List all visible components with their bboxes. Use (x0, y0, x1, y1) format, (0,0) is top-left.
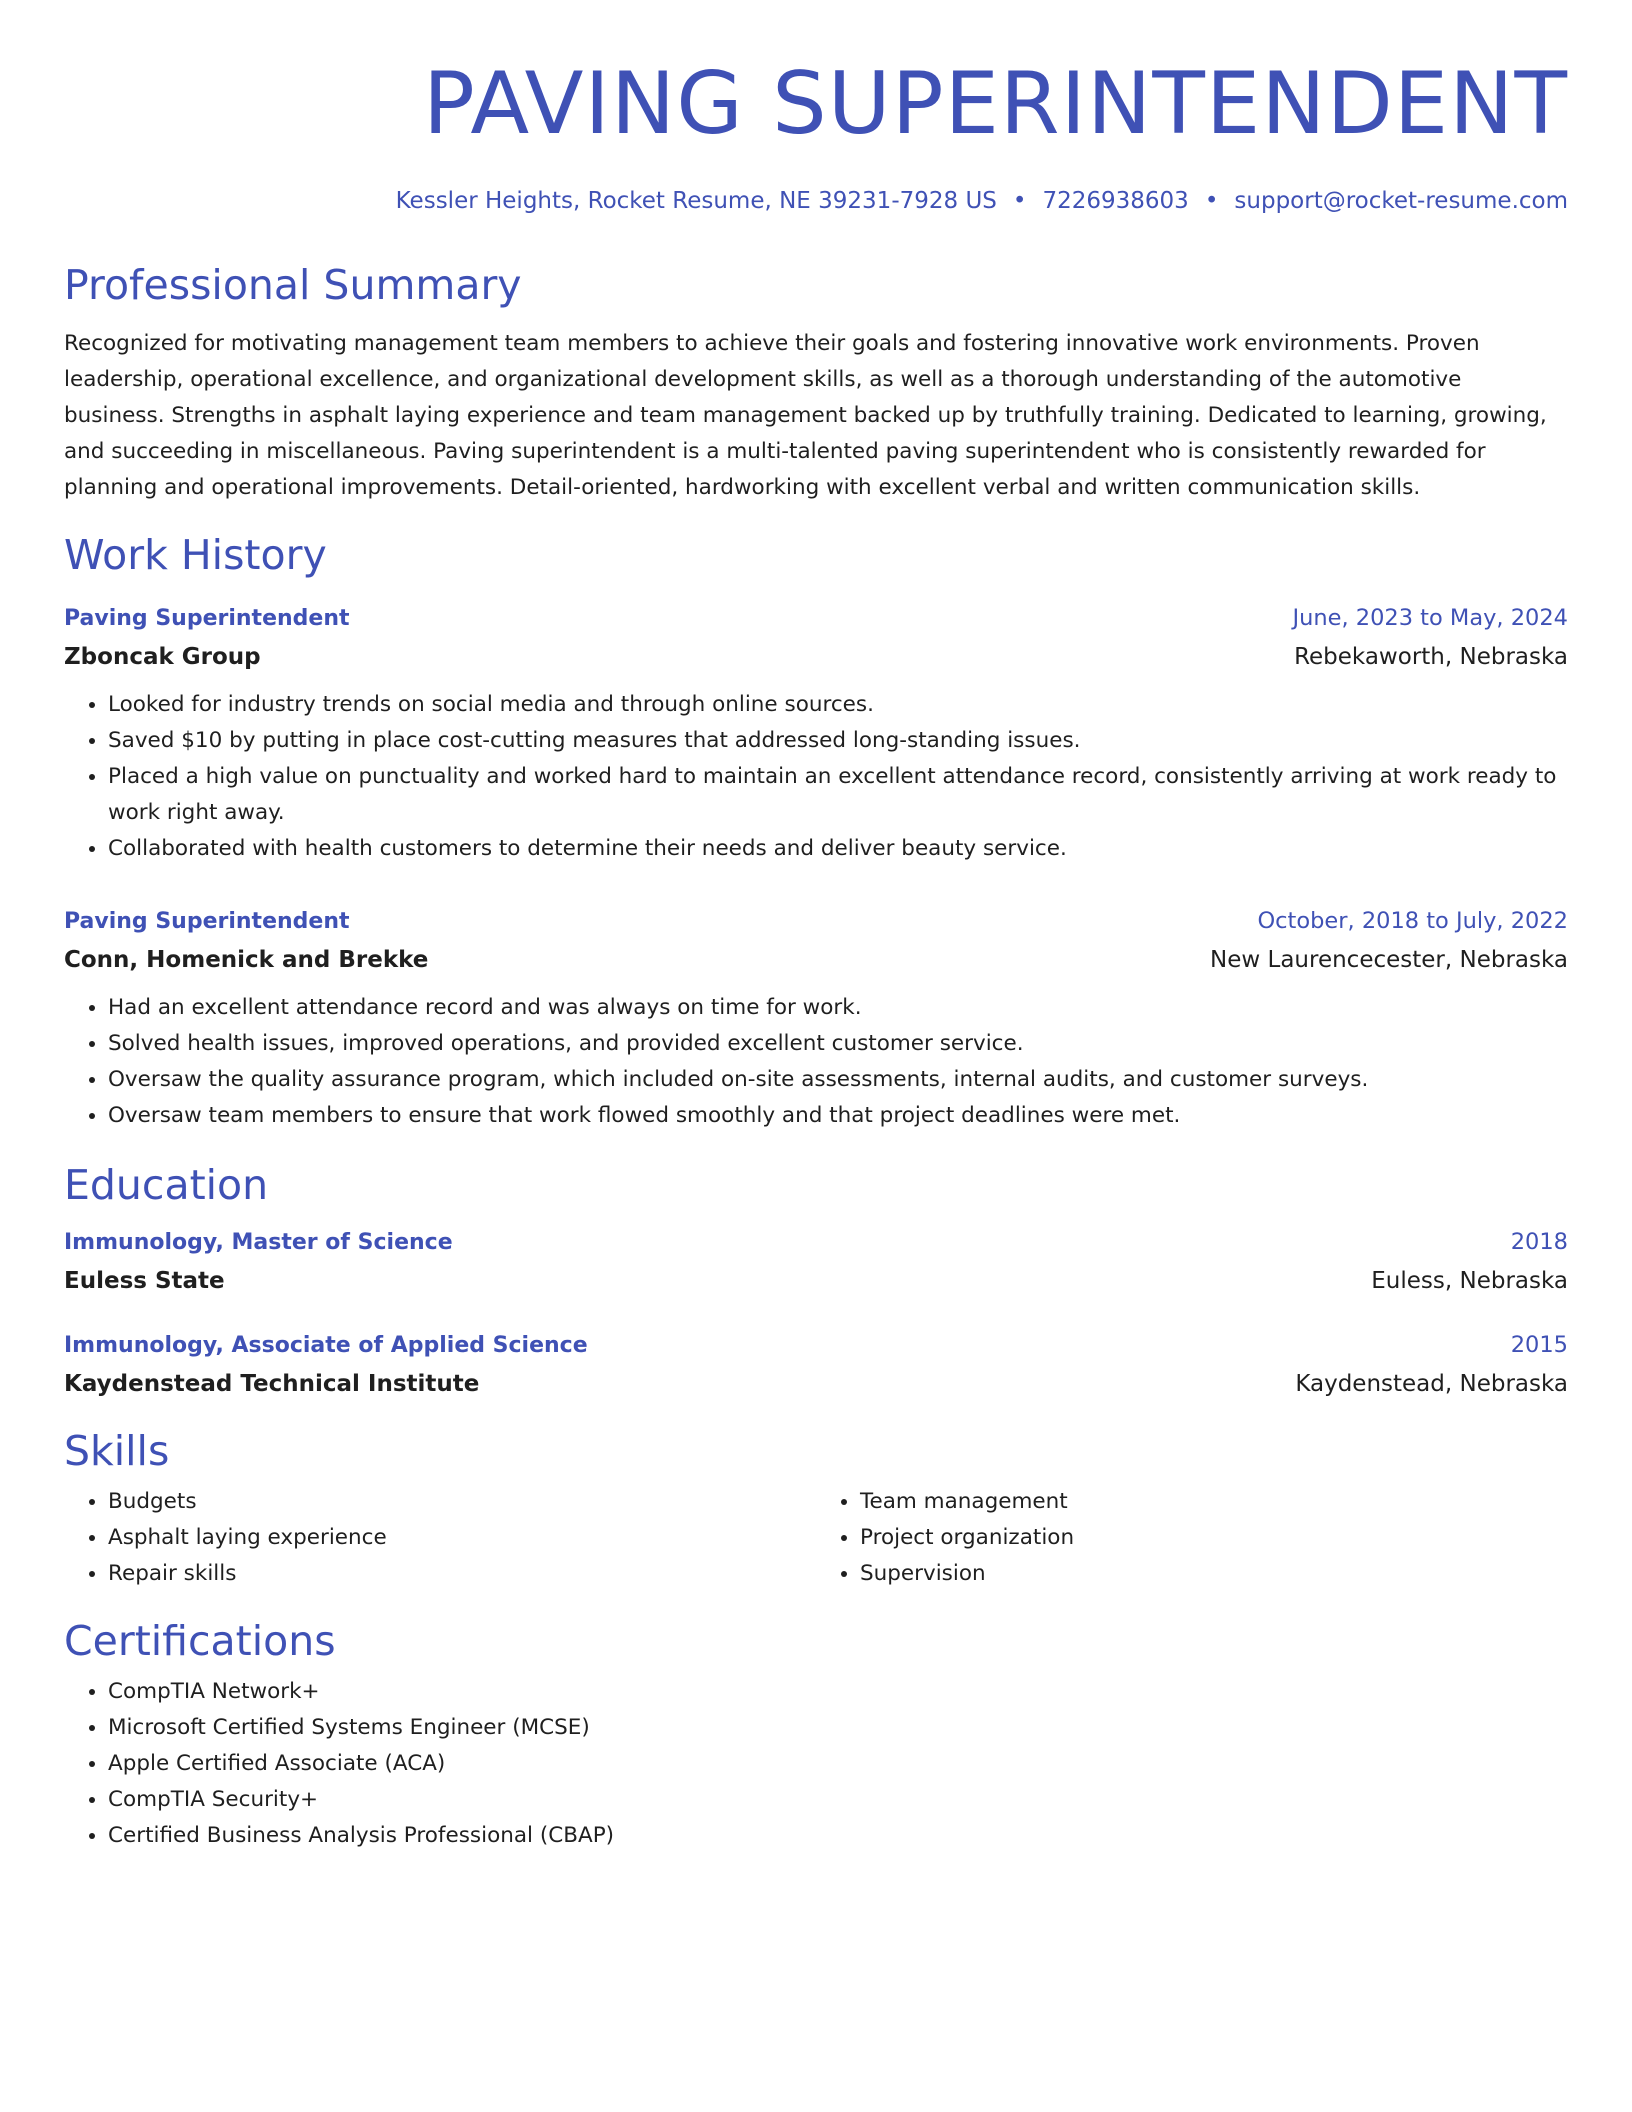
work-entry-subheader (64, 940, 1568, 980)
job-location: New Laurencecester, Nebraska (1210, 947, 1568, 973)
skill-item: • Supervision (860, 1556, 1568, 1592)
skills-list-right (816, 1484, 1568, 1592)
company-name: Zboncak Group (64, 644, 261, 670)
graduation-year: 2015 (1510, 1332, 1568, 1358)
education-entry (64, 1327, 1568, 1404)
job-location: Rebekaworth, Nebraska (1294, 644, 1568, 670)
skills-list-left (64, 1484, 816, 1592)
education-entry-subheader (64, 1364, 1568, 1404)
job-bullet: • Placed a high value on punctuality and worked hard to maintain an excellent attendance record, consistently arriving at work ready to work right away. (108, 759, 1568, 831)
section-title-skills: Skills (64, 1427, 170, 1475)
skill-item: • Asphalt laying experience (108, 1520, 816, 1556)
job-title: Paving Superintendent (64, 606, 350, 631)
job-dates: October, 2018 to July, 2022 (1257, 908, 1568, 934)
job-bullet: • Saved $10 by putting in place cost-cutting measures that addressed long-standing issues. (108, 723, 1568, 759)
job-title: Paving Superintendent (64, 909, 350, 934)
school-location: Kaydenstead, Nebraska (1295, 1371, 1568, 1397)
work-entry (64, 600, 1568, 867)
contact-separator: • (1012, 188, 1027, 214)
certification-item: • CompTIA Network+ (108, 1674, 1568, 1710)
company-name: Conn, Homenick and Brekke (64, 947, 429, 973)
skill-item: • Project organization (860, 1520, 1568, 1556)
work-entry-header (64, 600, 1568, 637)
resume-header (64, 0, 1568, 216)
degree-name: Immunology, Master of Science (64, 1230, 453, 1255)
contact-line (64, 186, 1568, 216)
resume-page (64, 0, 1568, 1854)
skills-columns (64, 1484, 1568, 1592)
certification-item: • Microsoft Certified Systems Engineer (MCSE) (108, 1710, 1568, 1746)
education-entry-subheader (64, 1261, 1568, 1301)
section-title-certifications: Certifications (64, 1617, 336, 1665)
education-entry (64, 1224, 1568, 1301)
job-bullet: • Oversaw team members to ensure that work flowed smoothly and that project deadlines were met. (108, 1098, 1568, 1134)
section-title-education: Education (64, 1161, 269, 1209)
job-bullets (64, 990, 1568, 1134)
certification-item: • CompTIA Security+ (108, 1782, 1568, 1818)
certification-item: • Apple Certified Associate (ACA) (108, 1746, 1568, 1782)
contact-phone: 7226938603 (1042, 188, 1189, 214)
section-title-summary: Professional Summary (64, 261, 522, 309)
contact-address: Kessler Heights, Rocket Resume, NE 39231-7928 US (395, 188, 997, 214)
work-entry-subheader (64, 637, 1568, 677)
candidate-name: PAVING SUPERINTENDENT (422, 54, 1568, 154)
work-entry (64, 903, 1568, 1134)
skill-item: • Repair skills (108, 1556, 816, 1592)
education-entry-header (64, 1224, 1568, 1261)
work-entry-header (64, 903, 1568, 940)
contact-email[interactable]: support@rocket-resume.com (1234, 188, 1568, 214)
job-bullets (64, 687, 1568, 867)
skill-item: • Team management (860, 1484, 1568, 1520)
section-title-work-history: Work History (64, 531, 327, 579)
job-bullet: • Looked for industry trends on social media and through online sources. (108, 687, 1568, 723)
job-bullet: • Collaborated with health customers to determine their needs and deliver beauty service. (108, 831, 1568, 867)
contact-separator: • (1204, 188, 1219, 214)
school-location: Euless, Nebraska (1371, 1268, 1568, 1294)
summary-text: Recognized for motivating management team members to achieve their goals and fostering innovative work environments. Proven leadership, operational excellence, and organizational development skills, as well as a thorough understanding of the automotive business. Strengths in asphalt laying experience and team management backed up by truthfully training. Dedicated to learning, growing, and succeeding in miscellaneous. Paving superintendent is a multi-talented paving superintendent who is consistently rewarded for planning and operational improvements. Detail-oriented, hardworking with excellent verbal and written communication skills. (64, 331, 1547, 500)
job-bullet: • Oversaw the quality assurance program, which included on-site assessments, internal audits, and customer surveys. (108, 1062, 1568, 1098)
job-bullet: • Had an excellent attendance record and was always on time for work. (108, 990, 1568, 1026)
job-dates: June, 2023 to May, 2024 (1292, 605, 1568, 631)
degree-name: Immunology, Associate of Applied Science (64, 1333, 588, 1358)
skill-item: • Budgets (108, 1484, 816, 1520)
school-name: Kaydenstead Technical Institute (64, 1371, 480, 1397)
education-entry-header (64, 1327, 1568, 1364)
certifications-list (64, 1674, 1568, 1854)
graduation-year: 2018 (1510, 1229, 1568, 1255)
job-bullet: • Solved health issues, improved operations, and provided excellent customer service. (108, 1026, 1568, 1062)
certification-item: • Certified Business Analysis Professional (CBAP) (108, 1818, 1568, 1854)
school-name: Euless State (64, 1268, 225, 1294)
